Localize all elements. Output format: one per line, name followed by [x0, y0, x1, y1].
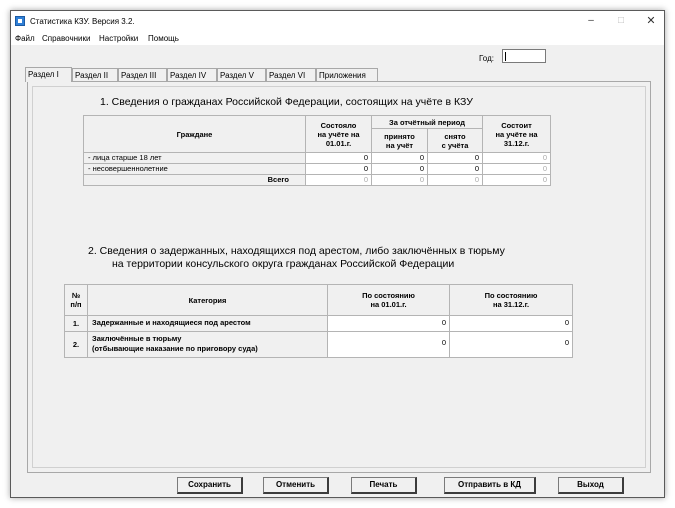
row-total-was: 0 — [305, 174, 372, 186]
s2-row2-category: Заключённые в тюрьму (отбывающие наказание по приговору суда) — [87, 331, 328, 358]
col-header-accepted: принято на учёт — [371, 128, 428, 153]
s2-row1-number: 1. — [64, 315, 88, 332]
s2-row2-number: 2. — [64, 331, 88, 358]
tab-appendices[interactable]: Приложения — [316, 68, 378, 81]
s2-row2-start[interactable]: 0 — [327, 331, 450, 358]
tab-section-4[interactable]: Раздел IV — [167, 68, 217, 81]
tab-section-5[interactable]: Раздел V — [217, 68, 266, 81]
row-adults-label: - лица старше 18 лет — [83, 152, 306, 164]
close-icon[interactable]: ✕ — [646, 15, 656, 27]
tab-section-6[interactable]: Раздел VI — [266, 68, 316, 81]
row-adults-was[interactable]: 0 — [305, 152, 372, 164]
tab-panel — [27, 81, 651, 473]
exit-button[interactable]: Выход — [558, 477, 624, 494]
print-button[interactable]: Печать — [351, 477, 417, 494]
col-header-period: За отчётный период — [371, 115, 483, 129]
col-header-number: № п/п — [64, 284, 88, 316]
title-bar — [11, 11, 664, 31]
row-minors-now: 0 — [482, 163, 551, 175]
app-icon — [15, 16, 25, 26]
s2-row1-category: Задержанные и находящиеся под арестом — [87, 315, 328, 332]
section2-title-line1: 2. Сведения о задержанных, находящихся под арестом, либо заключённых в тюрьму — [88, 245, 505, 257]
row-total-accepted: 0 — [371, 174, 428, 186]
window-title: Статистика КЗУ. Версия 3.2. — [30, 17, 135, 26]
minimize-icon[interactable]: – — [588, 15, 594, 26]
tab-section-2[interactable]: Раздел II — [72, 68, 118, 81]
menu-help[interactable]: Помощь — [148, 34, 179, 43]
col-header-now: Состоит на учёте на 31.12.г. — [482, 115, 551, 153]
main-window — [10, 10, 665, 498]
row-adults-removed[interactable]: 0 — [427, 152, 483, 164]
row-minors-removed[interactable]: 0 — [427, 163, 483, 175]
cancel-button[interactable]: Отменить — [263, 477, 329, 494]
col-header-start: По состоянию на 01.01.г. — [327, 284, 450, 316]
row-total-removed: 0 — [427, 174, 483, 186]
col-header-end: По состоянию на 31.12.г. — [449, 284, 573, 316]
row-minors-accepted[interactable]: 0 — [371, 163, 428, 175]
send-to-kd-button[interactable]: Отправить в КД — [444, 477, 536, 494]
row-adults-accepted[interactable]: 0 — [371, 152, 428, 164]
menu-bar — [11, 31, 664, 45]
year-input[interactable] — [502, 49, 546, 63]
menu-settings[interactable]: Настройки — [99, 34, 139, 43]
col-header-removed: снято с учёта — [427, 128, 483, 153]
col-header-category: Категория — [87, 284, 328, 316]
row-minors-label: - несовершеннолетние — [83, 163, 306, 175]
col-header-was: Состояло на учёте на 01.01.г. — [305, 115, 372, 153]
tab-section-3[interactable]: Раздел III — [118, 68, 167, 81]
row-adults-now: 0 — [482, 152, 551, 164]
button-bar — [11, 477, 664, 497]
section1-title: 1. Сведения о гражданах Российской Федерации, состоящих на учёте в КЗУ — [100, 96, 473, 108]
row-total-now: 0 — [482, 174, 551, 186]
menu-file[interactable]: Файл — [15, 34, 35, 43]
col-header-citizens: Граждане — [83, 115, 306, 153]
maximize-icon[interactable]: □ — [617, 15, 625, 26]
row-total-label: Всего — [83, 174, 306, 186]
s2-row1-start[interactable]: 0 — [327, 315, 450, 332]
row-minors-was[interactable]: 0 — [305, 163, 372, 175]
year-label: Год: — [479, 54, 494, 63]
menu-references[interactable]: Справочники — [42, 34, 91, 43]
s2-row2-end[interactable]: 0 — [449, 331, 573, 358]
save-button[interactable]: Сохранить — [177, 477, 243, 494]
section2-title-line2: на территории консульского округа гражданах Российской Федерации — [112, 258, 455, 270]
tab-section-1[interactable]: Раздел I — [25, 67, 72, 82]
s2-row1-end[interactable]: 0 — [449, 315, 573, 332]
